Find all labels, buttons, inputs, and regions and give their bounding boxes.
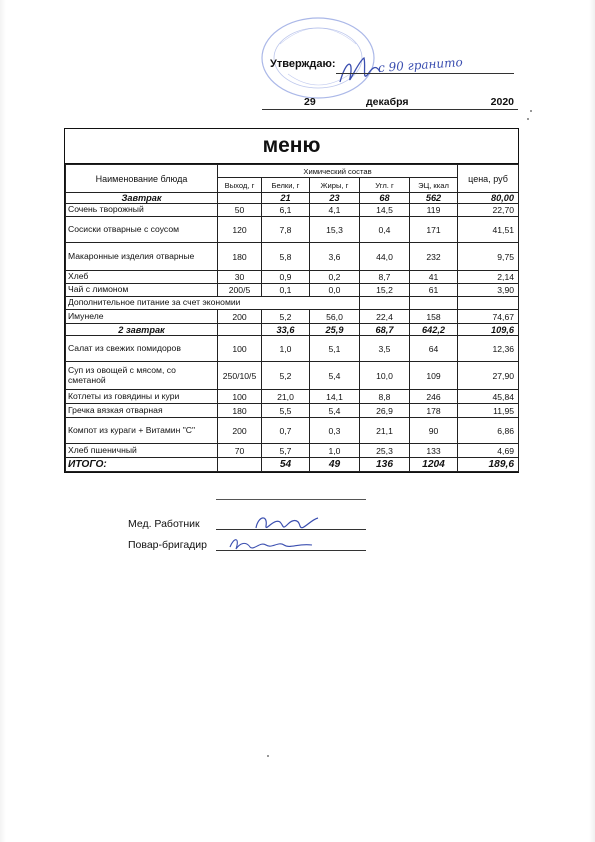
dish-protein: 5,7 — [262, 444, 310, 458]
scan-speck — [267, 755, 269, 757]
dish-carbs: 8,8 — [360, 390, 410, 404]
dish-price: 4,69 — [458, 444, 519, 458]
dish-carbs: 15,2 — [360, 284, 410, 297]
dish-yield: 200 — [218, 418, 262, 444]
dish-price: 45,84 — [458, 390, 519, 404]
menu-sheet — [64, 128, 519, 473]
total-price: 189,6 — [458, 458, 519, 472]
dish-yield: 30 — [218, 271, 262, 284]
dish-protein: 5,2 — [262, 362, 310, 390]
dish-name: Хлеб — [66, 271, 218, 284]
dish-energy: 109 — [410, 362, 458, 390]
section-total-price: 109,6 — [458, 324, 519, 336]
table-row — [66, 418, 519, 444]
scan-speck — [530, 110, 532, 112]
dish-price: 6,86 — [458, 418, 519, 444]
dish-name: Имунеле — [66, 310, 218, 324]
dish-fat: 0,2 — [310, 271, 360, 284]
table-row — [66, 243, 519, 271]
dish-fat: 1,0 — [310, 444, 360, 458]
dish-fat: 15,3 — [310, 217, 360, 243]
dish-energy: 178 — [410, 404, 458, 418]
total-fat: 49 — [310, 458, 360, 472]
dish-carbs: 8,7 — [360, 271, 410, 284]
dish-energy: 171 — [410, 217, 458, 243]
section-total-carbs: 68,7 — [360, 324, 410, 336]
total-protein: 54 — [262, 458, 310, 472]
section-label: Завтрак — [66, 193, 218, 204]
dish-fat: 0,0 — [310, 284, 360, 297]
dish-energy: 158 — [410, 310, 458, 324]
header-price: цена, руб — [458, 165, 519, 193]
table-row — [66, 362, 519, 390]
section-total-protein: 33,6 — [262, 324, 310, 336]
date-year: 2020 — [490, 96, 514, 108]
dish-yield: 70 — [218, 444, 262, 458]
signature-top-rule — [216, 499, 366, 500]
dish-price: 22,70 — [458, 204, 519, 217]
header-chemical-composition: Химический состав — [218, 165, 458, 178]
dish-name: Салат из свежих помидоров — [66, 336, 218, 362]
dish-protein: 0,9 — [262, 271, 310, 284]
table-row — [66, 284, 519, 297]
dish-price: 12,36 — [458, 336, 519, 362]
dish-fat: 5,4 — [310, 404, 360, 418]
dish-energy: 41 — [410, 271, 458, 284]
total-yield — [218, 458, 262, 472]
header-dish-name: Наименование блюда — [66, 165, 218, 193]
signoff-cook-signature — [226, 533, 316, 555]
dish-energy: 64 — [410, 336, 458, 362]
dish-protein: 5,8 — [262, 243, 310, 271]
header-fat: Жиры, г — [310, 178, 360, 193]
dish-fat: 5,4 — [310, 362, 360, 390]
dish-yield: 200/5 — [218, 284, 262, 297]
dish-carbs: 25,3 — [360, 444, 410, 458]
total-carbs: 136 — [360, 458, 410, 472]
empty-cell — [458, 297, 519, 310]
dish-fat: 4,1 — [310, 204, 360, 217]
dish-energy: 246 — [410, 390, 458, 404]
dish-carbs: 10,0 — [360, 362, 410, 390]
dish-yield: 200 — [218, 310, 262, 324]
dish-name: Сочень творожный — [66, 204, 218, 217]
section-total-fat: 25,9 — [310, 324, 360, 336]
header-carbs: Угл. г — [360, 178, 410, 193]
table-row — [66, 390, 519, 404]
dish-price: 74,67 — [458, 310, 519, 324]
section-breakfast — [66, 193, 519, 204]
dish-carbs: 22,4 — [360, 310, 410, 324]
menu-table — [65, 164, 519, 472]
dish-fat: 0,3 — [310, 418, 360, 444]
header-yield: Выход, г — [218, 178, 262, 193]
section-total-fat: 23 — [310, 193, 360, 204]
dish-name: Суп из овощей с мясом, со сметаной — [66, 362, 218, 390]
dish-carbs: 26,9 — [360, 404, 410, 418]
dish-fat: 14,1 — [310, 390, 360, 404]
total-label: ИТОГО: — [66, 458, 218, 472]
dish-name: Макаронные изделия отварные — [66, 243, 218, 271]
section-total-energy: 642,2 — [410, 324, 458, 336]
dish-name: Хлеб пшеничный — [66, 444, 218, 458]
signoff-medic-label: Мед. Работник — [128, 518, 200, 530]
dish-yield: 250/10/5 — [218, 362, 262, 390]
dish-protein: 5,5 — [262, 404, 310, 418]
dish-name: Чай с лимоном — [66, 284, 218, 297]
dish-carbs: 0,4 — [360, 217, 410, 243]
section-label: 2 завтрак — [66, 324, 218, 336]
section-total-energy: 562 — [410, 193, 458, 204]
dish-yield: 180 — [218, 243, 262, 271]
dish-energy: 232 — [410, 243, 458, 271]
section-total-protein: 21 — [262, 193, 310, 204]
total-energy: 1204 — [410, 458, 458, 472]
section-total-price: 80,00 — [458, 193, 519, 204]
table-row — [66, 271, 519, 284]
approval-date — [262, 96, 518, 110]
header-protein: Белки, г — [262, 178, 310, 193]
dish-name: Компот из кураги + Витамин "С" — [66, 418, 218, 444]
approval-handwritten-note: с 90 гранито — [377, 55, 464, 75]
dish-energy: 133 — [410, 444, 458, 458]
scan-speck — [527, 118, 529, 120]
table-row — [66, 404, 519, 418]
dish-price: 41,51 — [458, 217, 519, 243]
dish-price: 9,75 — [458, 243, 519, 271]
dish-fat: 56,0 — [310, 310, 360, 324]
section-extra-label: Дополнительное питание за счет экономии — [66, 297, 360, 310]
dish-protein: 21,0 — [262, 390, 310, 404]
total-row — [66, 458, 519, 472]
dish-energy: 61 — [410, 284, 458, 297]
dish-protein: 5,2 — [262, 310, 310, 324]
dish-fat: 3,6 — [310, 243, 360, 271]
dish-energy: 119 — [410, 204, 458, 217]
dish-carbs: 44,0 — [360, 243, 410, 271]
date-month: декабря — [366, 96, 409, 108]
dish-yield: 100 — [218, 336, 262, 362]
approval-label: Утверждаю: — [270, 58, 336, 70]
section-total-yield — [218, 193, 262, 204]
dish-name: Котлеты из говядины и кури — [66, 390, 218, 404]
dish-yield: 120 — [218, 217, 262, 243]
empty-cell — [360, 297, 410, 310]
dish-name: Сосиски отварные с соусом — [66, 217, 218, 243]
dish-price: 11,95 — [458, 404, 519, 418]
section-extra-nutrition — [66, 297, 519, 310]
dish-protein: 0,1 — [262, 284, 310, 297]
table-row — [66, 204, 519, 217]
section-total-carbs: 68 — [360, 193, 410, 204]
dish-carbs: 3,5 — [360, 336, 410, 362]
empty-cell — [410, 297, 458, 310]
header-energy: ЭЦ, ккал — [410, 178, 458, 193]
menu-title: меню — [65, 129, 518, 164]
dish-carbs: 14,5 — [360, 204, 410, 217]
table-row — [66, 336, 519, 362]
signoff-cook-label: Повар-бригадир — [128, 539, 208, 551]
dish-price: 3,90 — [458, 284, 519, 297]
dish-protein: 1,0 — [262, 336, 310, 362]
table-row — [66, 217, 519, 243]
table-row — [66, 444, 519, 458]
approval-signature-line — [336, 73, 514, 74]
dish-fat: 5,1 — [310, 336, 360, 362]
section-total-yield — [218, 324, 262, 336]
section-lunch — [66, 324, 519, 336]
dish-yield: 50 — [218, 204, 262, 217]
dish-price: 27,90 — [458, 362, 519, 390]
dish-yield: 180 — [218, 404, 262, 418]
dish-protein: 6,1 — [262, 204, 310, 217]
header-row-top — [66, 165, 519, 178]
dish-name: Гречка вязкая отварная — [66, 404, 218, 418]
dish-energy: 90 — [410, 418, 458, 444]
dish-yield: 100 — [218, 390, 262, 404]
dish-protein: 7,8 — [262, 217, 310, 243]
dish-price: 2,14 — [458, 271, 519, 284]
dish-carbs: 21,1 — [360, 418, 410, 444]
dish-protein: 0,7 — [262, 418, 310, 444]
date-day: 29 — [304, 96, 316, 108]
table-row — [66, 310, 519, 324]
